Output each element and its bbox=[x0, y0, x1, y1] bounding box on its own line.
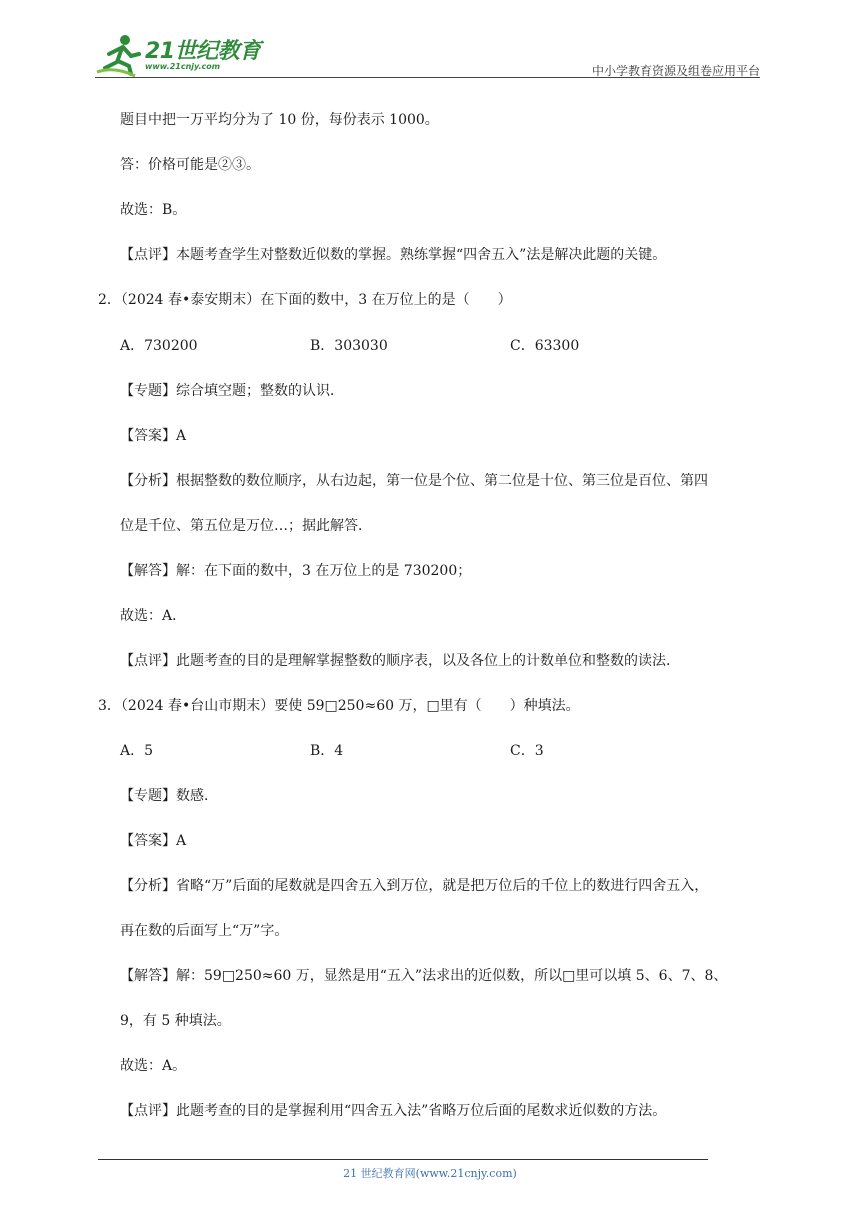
logo-text: 21世纪教育 bbox=[145, 39, 261, 64]
analysis-line: 【分析】省略“万”后面的尾数就是四舍五入到万位，就是把万位后的千位上的数进行四舍五入， bbox=[120, 878, 709, 894]
text-line: 故选：B。 bbox=[120, 202, 187, 218]
footer-divider bbox=[98, 1159, 708, 1160]
analysis-line: 【分析】根据整数的数位顺序，从右边起，第一位是个位、第二位是十位、第三位是百位、第四 bbox=[120, 473, 708, 489]
comment-line: 【点评】此题考查的目的是理解掌握整数的顺序表，以及各位上的计数单位和整数的读法． bbox=[120, 653, 680, 669]
question-2: 2．（2024 春•泰安期末）在下面的数中，3 在万位上的是（ ） bbox=[98, 292, 512, 308]
runner-logo-icon bbox=[95, 32, 143, 78]
comment-line: 【点评】此题考查的目的是掌握利用“四舍五入法”省略万位后面的尾数求近似数的方法。 bbox=[120, 1103, 667, 1119]
option-c: C．63300 bbox=[510, 338, 580, 354]
option-a: A．5 bbox=[120, 743, 154, 759]
answer-line: 【答案】A bbox=[120, 428, 187, 444]
logo bbox=[95, 32, 265, 78]
option-a: A．730200 bbox=[120, 338, 198, 354]
option-b: B．303030 bbox=[310, 338, 388, 354]
comment-line: 【点评】本题考查学生对整数近似数的掌握。熟练掌握“四舍五入”法是解决此题的关键。 bbox=[120, 247, 667, 263]
option-b: B．4 bbox=[310, 743, 344, 759]
question-3: 3．（2024 春•台山市期末）要使 59□250≈60 万，□里有（ ）种填法。 bbox=[98, 698, 580, 714]
header-divider bbox=[95, 77, 760, 78]
topic-line: 【专题】数感． bbox=[120, 788, 218, 804]
solution-line: 【解答】解：在下面的数中，3 在万位上的是 730200； bbox=[120, 563, 472, 579]
analysis-line: 位是千位、第五位是万位…；据此解答． bbox=[120, 518, 372, 534]
topic-line: 【专题】综合填空题；整数的认识． bbox=[120, 383, 344, 399]
option-c: C．3 bbox=[510, 743, 544, 759]
analysis-line: 再在数的后面写上“万”字。 bbox=[120, 923, 289, 939]
text-line: 题目中把一万平均分为了 10 份，每份表示 1000。 bbox=[120, 112, 439, 128]
choice-line: 故选：A。 bbox=[120, 1058, 187, 1074]
text-line: 答：价格可能是②③。 bbox=[120, 157, 260, 173]
choice-line: 故选：A． bbox=[120, 608, 187, 624]
page-header bbox=[95, 32, 760, 78]
answer-line: 【答案】A bbox=[120, 833, 187, 849]
platform-title: 中小学教育资源及组卷应用平台 bbox=[591, 64, 760, 78]
solution-line: 【解答】解：59□250≈60 万，显然是用“五入”法求出的近似数，所以□里可以填 5、6、7、8、 bbox=[120, 968, 728, 984]
solution-line: 9，有 5 种填法。 bbox=[120, 1013, 231, 1029]
logo-url: www.21cnjy.com bbox=[145, 62, 221, 71]
footer-text: 21 世纪教育网(www.21cnjy.com) bbox=[343, 1167, 517, 1180]
